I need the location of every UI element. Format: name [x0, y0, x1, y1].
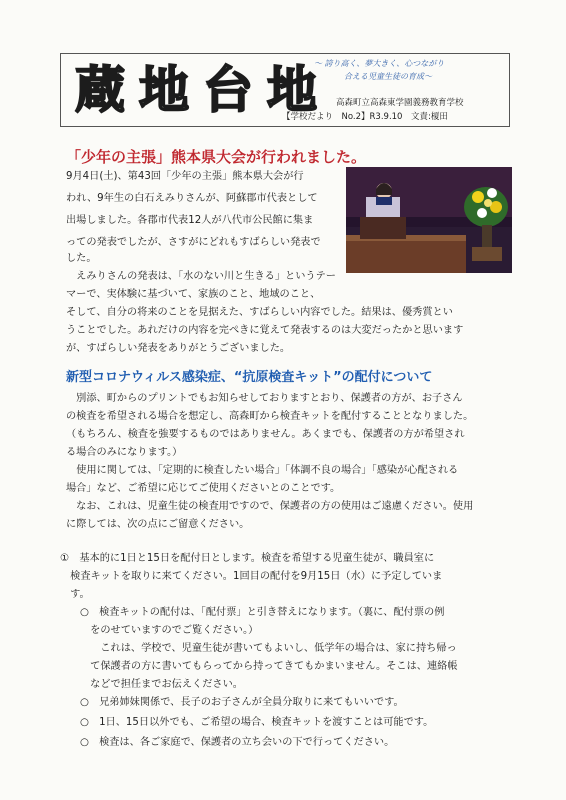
article1-line: そして、自分の将来のことを見据えた、すばらしい内容でした。結果は、優秀賞とい [66, 307, 453, 318]
article1-line: した。 [66, 253, 97, 264]
note-item-1-line: す。 [60, 589, 90, 600]
sub-note-3: ○ 1日、15日以外でも、ご希望の場合、検査キットを渡すことは可能です。 [80, 717, 434, 728]
article2-line: 使用に関しては、「定期的に検査したい場合」「体調不良の場合」「感染が心配される [66, 465, 459, 476]
article2-line: なお、これは、児童生徒の検査用ですので、保護者の方の使用はご遠慮ください。使用 [66, 501, 474, 512]
article-heading: 「少年の主張」熊本県大会が行われました。 [66, 148, 367, 166]
article2-line: に際しては、次の点にご留意ください。 [66, 519, 250, 530]
article2-line: の検査を希望される場合を想定し、高森町から検査キットを配付することとなりました。 [66, 411, 474, 422]
article2-line: 場合」など、ご希望に応じてご使用くださいとのことです。 [66, 483, 341, 494]
article1-line: うことでした。あれだけの内容を完ぺきに覚えて発表するのは大変だったかと思います [66, 325, 464, 336]
sub-note-1-line: て保護者の方に書いてもらってから持ってきてもかまいません。そこは、連絡帳 [80, 661, 458, 672]
logo-char: 蔵 [75, 60, 125, 119]
sub-note-1-line: ○ 検査キットの配付は、「配付票」と引き替えになります。（裏に、配付票の例 [80, 607, 445, 618]
article1-line: 9月4日(土)、第43回「少年の主張」熊本県大会が行 [66, 171, 304, 182]
sub-note-1-line: をのせていますのでご覧ください。） [80, 625, 259, 636]
motto-line: 合える児童生徒の育成～ [344, 72, 432, 81]
sub-note-1-line: などで担任までお伝えください。 [80, 679, 243, 690]
article2-line: る場合のみになります。） [66, 447, 183, 458]
sub-note-4: ○ 検査は、各ご家庭で、保護者の立ち会いの下で行ってください。 [80, 737, 395, 748]
logo-char: 地 [267, 60, 317, 119]
article1-line: われ、9年生の白石えみりさんが、阿蘇郡市代表として [66, 193, 318, 204]
stage-illustration [346, 167, 512, 273]
school-name: 高森町立高森東学園義務教育学校 [336, 98, 464, 108]
speech-photo [346, 167, 512, 273]
sub-note-1-line: これは、学校で、児童生徒が書いてもよいし、低学年の場合は、家に持ち帰っ [80, 643, 457, 654]
article1-line: 出場しました。各郡市代表12人が八代市公民館に集ま [66, 215, 314, 226]
article-heading: 新型コロナウィルス感染症、“抗原検査キット”の配付について [66, 370, 433, 385]
logo-char: 台 [203, 60, 253, 119]
article2-line: （もちろん、検査を強要するものではありません。あくまでも、保護者の方が希望され [66, 429, 465, 440]
issue-info: 【学校だより No.2】R3.9.10 文責:榎田 [282, 112, 448, 122]
note-item-1-line: 検査キットを取りに来てください。1回目の配付を9月15日（水）に予定していま [60, 571, 443, 582]
note-item-1-line: ① 基本的に1日と15日を配付日とします。検査を希望する児童生徒が、職員室に [60, 553, 435, 564]
logo-char: 地 [139, 60, 189, 119]
school-motto [314, 57, 444, 83]
article1-line: マーで、実体験に基づいて、家族のこと、地域のこと、 [66, 289, 321, 300]
article1-line: っての発表でしたが、さすがにどれもすばらしい発表で [66, 237, 321, 248]
article1-line: が、すばらしい発表をありがとうございました。 [66, 343, 291, 354]
sub-note-2: ○ 兄弟姉妹関係で、長子のお子さんが全員分取りに来てもいいです。 [80, 697, 404, 708]
motto-line: ～ 誇り高く、夢大きく、心つながり [314, 59, 445, 68]
article2-line: 別添、町からのプリントでもお知らせしておりますとおり、保護者の方が、お子さん [66, 393, 463, 404]
article1-line: えみりさんの発表は、「水のない川と生きる」というテー [66, 271, 336, 282]
